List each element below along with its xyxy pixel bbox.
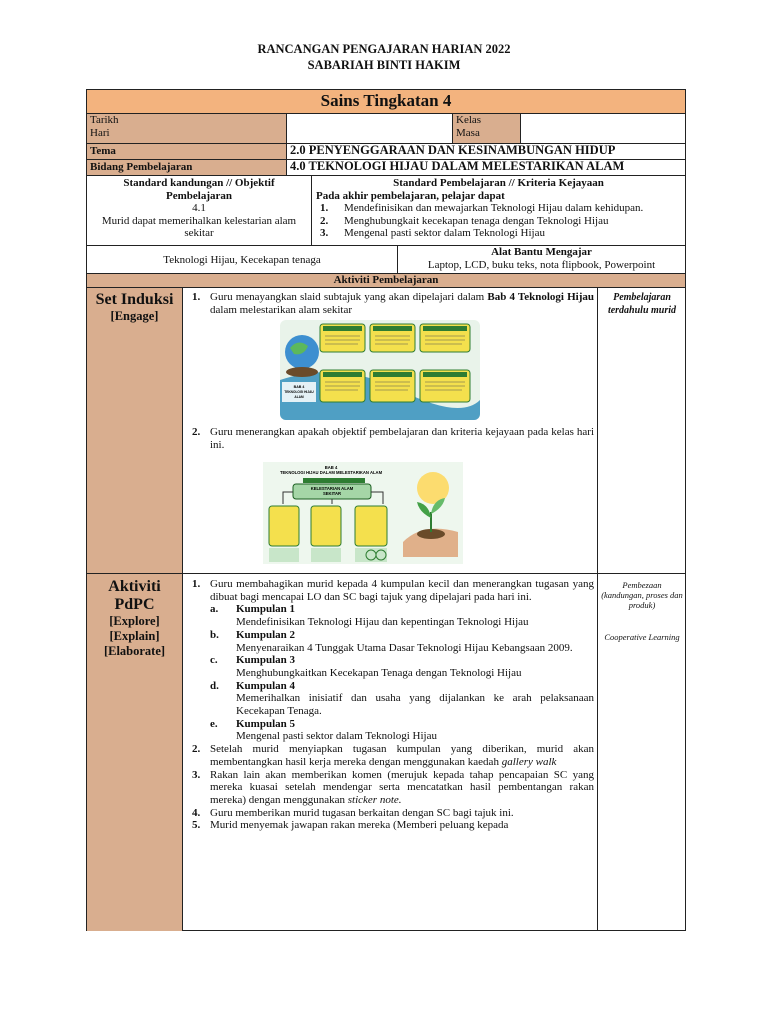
pdpc-note-cooperative: Cooperative Learning (604, 632, 680, 642)
svg-text:TEKNOLOGI HIJAU DALAM MELESTAR: TEKNOLOGI HIJAU DALAM MELESTARIKAN ALAM (279, 470, 383, 475)
hari-label: Hari (90, 126, 110, 139)
svg-text:SEKITAR: SEKITAR (322, 491, 342, 496)
info-row-date (87, 114, 685, 144)
diagram2-title: BAB 4 (324, 465, 338, 470)
pdpc-item-3: 3. Rakan lain akan memberikan komen (merujuk kepada tahap pencapaian SC yang mereka kuasai setelah mendengar serta mencatatkan hasil pembentangan rakan mereka) dengan menggunakan sticker note. (192, 768, 594, 806)
aktiviti-heading: Aktiviti Pembelajaran (333, 274, 439, 286)
sp-sub: Pada akhir pembelajaran, pelajar dapat (316, 189, 505, 202)
induksi-item-2: 2. Guru menerangkan apakah objektif pembelajaran dan kriteria kejayaan pada kelas hari ini. (192, 426, 594, 451)
tema-label: Tema (87, 144, 287, 159)
svg-text:KELESTARIAN ALAM: KELESTARIAN ALAM (310, 486, 354, 491)
sp-item: 2. Menghubungkait kecekapan tenaga dengan Teknologi Hijau (320, 214, 609, 227)
sp-heading: Standard Pembelajaran // Kriteria Kejayaan (393, 177, 604, 189)
chapter-overview-diagram (280, 320, 480, 420)
tarikh-label: Tarikh (90, 114, 119, 126)
doc-header-title: RANCANGAN PENGAJARAN HARIAN 2022 (257, 42, 511, 56)
tema-row (87, 144, 685, 160)
diagram1-center-label: BAB 4 (293, 385, 305, 389)
set-induksi-section (87, 288, 685, 574)
svg-text:ALAM: ALAM (294, 395, 304, 399)
pdpc-label: Aktiviti PdPC (108, 578, 161, 613)
pdpc-section (87, 574, 685, 931)
group-item: d. Kumpulan 4 Memerihalkan inisiatif dan usaha yang dijalankan ke arah pelaksanaan Kecekapan Tenaga. (210, 679, 594, 718)
group-item: c. Kumpulan 3 Menghubungkaitkan Kecekapan Tenaga dengan Teknologi Hijau (210, 654, 522, 679)
pdpc-note-differentiation: Pembezaan (kandungan, proses dan produk) (601, 580, 683, 610)
bidang-label: Bidang Pembelajaran (87, 160, 287, 175)
tools-heading: Alat Bantu Mengajar (491, 246, 592, 258)
doc-header-author: SABARIAH BINTI HAKIM (307, 58, 461, 72)
masa-label: Masa (456, 126, 480, 139)
tarikh-value[interactable] (287, 114, 453, 143)
pdpc-item-2: 2. Setelah murid menyiapkan tugasan kumpulan yang diberikan, murid akan membentangkan hasil kerja mereka dengan menggunakan kaedah gallery walk (192, 743, 594, 768)
tools-topic: Teknologi Hijau, Kecekapan tenaga (87, 246, 398, 273)
explain-tag: [Explain] (109, 629, 160, 643)
engage-tag: [Engage] (110, 309, 159, 323)
set-induksi-label: Set Induksi (95, 291, 174, 308)
sp-item: 3. Mengenal pasti sektor dalam Teknologi Hijau (320, 227, 545, 239)
sk-code: 4.1 (192, 202, 206, 214)
subject-title-row (87, 90, 685, 114)
group-item: a. Kumpulan 1 Mendefinisikan Teknologi Hijau dan kepentingan Teknologi Hijau (210, 603, 529, 629)
aktiviti-heading-row (87, 274, 685, 288)
tools-row (87, 246, 685, 274)
bidang-row (87, 160, 685, 176)
bidang-value: 4.0 TEKNOLOGI HIJAU DALAM MELESTARIKAN ALAM (290, 160, 625, 173)
sk-text: Murid dapat memerihalkan kelestarian alam sekitar (101, 214, 297, 239)
explore-tag: [Explore] (109, 614, 160, 628)
subject-title: Sains Tingkatan 4 (320, 91, 452, 110)
standards-row (87, 176, 685, 246)
pdpc-item-5: 5. Murid menyemak jawapan rakan mereka (Memberi peluang kepada (192, 819, 509, 832)
sp-item: 1. Mendefinisikan dan mewajarkan Teknologi Hijau dalam kehidupan. (320, 202, 644, 214)
tema-value: 2.0 PENYENGGARAAN DAN KESINAMBUNGAN HIDUP (290, 144, 616, 157)
pdpc-item-4: 4. Guru memberikan murid tugasan berkaitan dengan SC bagi tajuk ini. (192, 806, 514, 819)
group-item: e. Kumpulan 5 Mengenal pasti sektor dalam Teknologi Hijau (210, 717, 437, 743)
kelas-label: Kelas (456, 114, 482, 126)
pdpc-content (184, 578, 594, 832)
kelas-value[interactable] (521, 114, 685, 143)
sk-heading: Standard kandungan // Objektif Pembelajaran (123, 177, 275, 202)
pdpc-item-1: 1. Guru membahagikan murid kepada 4 kumpulan kecil dan menerangkan tugasan yang dibuat bagi mencapai LO dan SC bagi tajuk yang dipelajari pada hari ini. (192, 578, 594, 603)
tools-items: Laptop, LCD, buku teks, nota flipbook, Powerpoint (427, 258, 656, 271)
svg-text:TEKNOLOGI HIJAU: TEKNOLOGI HIJAU (284, 390, 314, 394)
sp-list (316, 202, 681, 240)
elaborate-tag: [Elaborate] (103, 644, 166, 658)
lesson-objective-diagram (263, 462, 463, 564)
induksi-item-1: 1. Guru menayangkan slaid subtajuk yang akan dipelajari dalam Bab 4 Teknologi Hijau dalam melestarikan alam sekitar (192, 291, 594, 316)
group-item: b. Kumpulan 2 Menyenaraikan 4 Tunggak Utama Dasar Teknologi Hijau Kebangsaan 2009. (210, 628, 573, 654)
lesson-plan-table (86, 89, 686, 931)
induksi-note: Pembelajaran terdahulu murid (607, 292, 677, 316)
